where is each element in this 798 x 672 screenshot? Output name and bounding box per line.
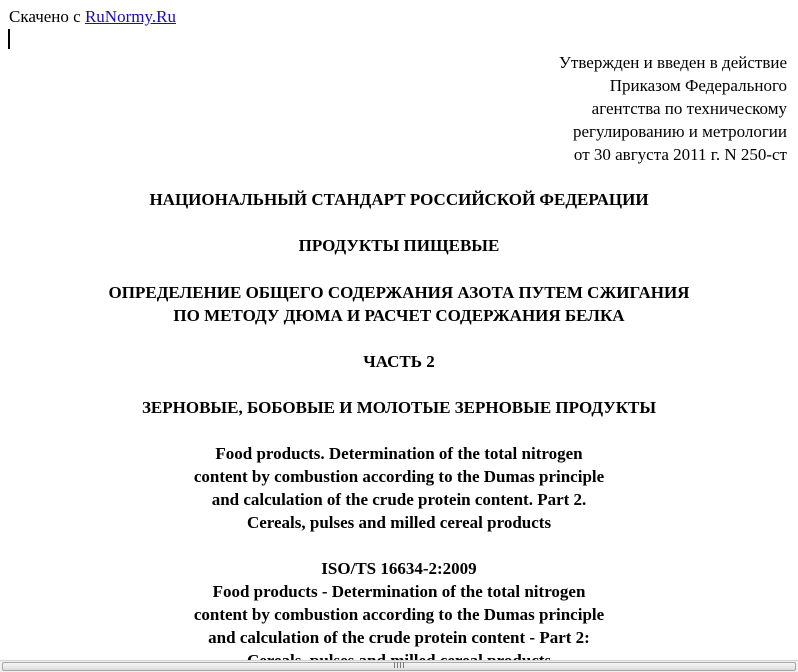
approval-line: регулированию и метрологии: [572, 122, 787, 141]
approval-line: от 30 августа 2011 г. N 250-ст: [573, 145, 787, 164]
product-group-text: ПРОДУКТЫ ПИЩЕВЫЕ: [298, 236, 500, 255]
text-cursor: [8, 29, 10, 49]
part-title: [0, 396, 798, 419]
approval-block: [559, 51, 787, 166]
product-group-heading: [0, 234, 798, 257]
english-title-line: Food products. Determination of the total nitrogen: [215, 444, 583, 463]
source-link[interactable]: RuNormy.Ru: [84, 7, 176, 26]
english-title: [0, 442, 798, 534]
iso-code: ISO/TS 16634-2:2009: [321, 559, 477, 578]
scrollbar-grip-icon: [394, 662, 404, 668]
english-title-line: and calculation of the crude protein content. Part 2.: [211, 490, 587, 509]
iso-block: [0, 557, 798, 672]
method-title-line: ПО МЕТОДУ ДЮМА И РАСЧЕТ СОДЕРЖАНИЯ БЕЛКА: [173, 306, 625, 325]
national-standard-text: НАЦИОНАЛЬНЫЙ СТАНДАРТ РОССИЙСКОЙ ФЕДЕРАЦИИ: [149, 190, 649, 209]
part-heading: [0, 350, 798, 373]
part-text: ЧАСТЬ 2: [363, 352, 435, 371]
iso-title-line: Food products - Determination of the total nitrogen: [212, 582, 586, 601]
horizontal-scrollbar[interactable]: [0, 660, 798, 672]
national-standard-heading: [0, 188, 798, 211]
iso-title-line: and calculation of the crude protein content - Part 2:: [208, 628, 590, 647]
method-title-line: ОПРЕДЕЛЕНИЕ ОБЩЕГО СОДЕРЖАНИЯ АЗОТА ПУТЕМ СЖИГАНИЯ: [108, 283, 690, 302]
english-title-line: content by combustion according to the Dumas principle: [193, 467, 605, 486]
approval-line: Приказом Федерального: [609, 76, 787, 95]
approval-line: агентства по техническому: [591, 99, 787, 118]
source-line: [9, 5, 176, 28]
approval-line: Утвержден и введен в действие: [558, 53, 787, 72]
source-prefix: Скачено с: [9, 7, 85, 26]
english-title-line: Cereals, pulses and milled cereal products: [246, 513, 552, 532]
iso-title-line: content by combustion according to the Dumas principle: [193, 605, 605, 624]
method-title: [0, 281, 798, 327]
part-title-text: ЗЕРНОВЫЕ, БОБОВЫЕ И МОЛОТЫЕ ЗЕРНОВЫЕ ПРОДУКТЫ: [141, 398, 657, 417]
